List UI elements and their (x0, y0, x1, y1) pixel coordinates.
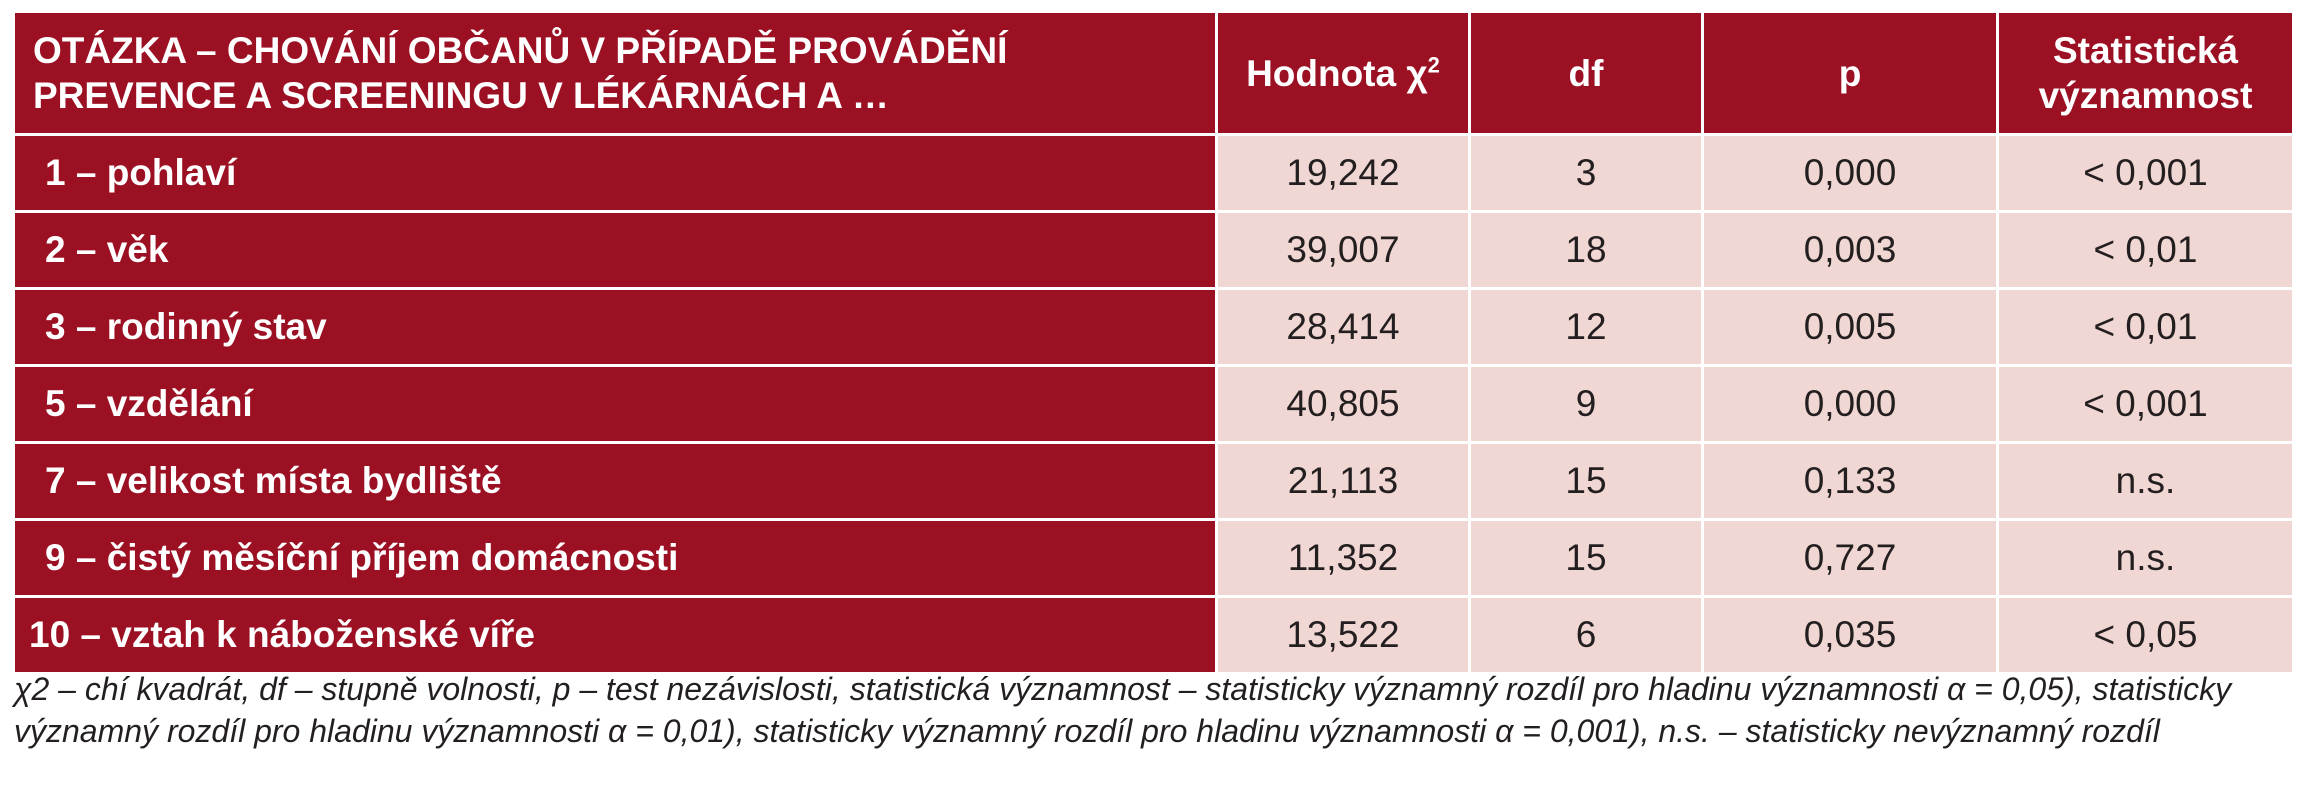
chi-square-column-header (1217, 12, 1470, 135)
row-label: 10 – vztah k náboženské víře (14, 597, 1217, 674)
table-row (14, 443, 2294, 520)
chi-square-value: 21,113 (1217, 443, 1470, 520)
table-row (14, 597, 2294, 674)
chi-square-results-table (12, 10, 2295, 675)
significance-value: n.s. (1998, 443, 2294, 520)
df-value: 3 (1470, 135, 1703, 212)
table-row (14, 289, 2294, 366)
significance-value: < 0,01 (1998, 289, 2294, 366)
df-value: 15 (1470, 443, 1703, 520)
p-value: 0,727 (1703, 520, 1998, 597)
row-label: 2 – věk (14, 212, 1217, 289)
row-label: 3 – rodinný stav (14, 289, 1217, 366)
p-header-text: p (1838, 52, 1862, 94)
question-header-text: OTÁZKA – CHOVÁNÍ OBČANŮ V PŘÍPADĚ PROVÁDĚNÍ PREVENCE A SCREENINGU V LÉKÁRNÁCH A … (33, 30, 1008, 116)
significance-value: < 0,001 (1998, 366, 2294, 443)
df-value: 12 (1470, 289, 1703, 366)
df-header-text: df (1568, 52, 1604, 94)
df-value: 9 (1470, 366, 1703, 443)
chi-square-superscript: 2 (1427, 52, 1440, 78)
chi-square-value: 39,007 (1217, 212, 1470, 289)
table-row (14, 366, 2294, 443)
chi-square-value: 19,242 (1217, 135, 1470, 212)
row-label: 1 – pohlaví (14, 135, 1217, 212)
table-row (14, 212, 2294, 289)
significance-value: < 0,01 (1998, 212, 2294, 289)
significance-value: < 0,001 (1998, 135, 2294, 212)
chi-square-value: 28,414 (1217, 289, 1470, 366)
p-value: 0,035 (1703, 597, 1998, 674)
table-row (14, 135, 2294, 212)
table-footnote: χ2 – chí kvadrát, df – stupně volnosti, p – test nezávislosti, statistická významnost – statisticky významný rozdíl pro hladinu významnosti α = 0,05), statisticky významný rozdíl pro hladinu významnosti α = 0,01), statisticky významný rozdíl pro hladinu významnosti α = 0,001), n.s. – statisticky nevýznamný rozdíl (14, 671, 2232, 749)
p-value: 0,000 (1703, 135, 1998, 212)
significance-column-header (1998, 12, 2294, 135)
results-table-container (12, 10, 2292, 675)
significance-value: < 0,05 (1998, 597, 2294, 674)
significance-header-line2: významnost (2038, 75, 2253, 116)
df-value: 6 (1470, 597, 1703, 674)
df-value: 18 (1470, 212, 1703, 289)
significance-header-line1: Statistická (2052, 30, 2239, 71)
row-label: 5 – vzdělání (14, 366, 1217, 443)
row-label: 9 – čistý měsíční příjem domácnosti (14, 520, 1217, 597)
p-value: 0,133 (1703, 443, 1998, 520)
chi-square-value: 40,805 (1217, 366, 1470, 443)
p-value: 0,000 (1703, 366, 1998, 443)
p-value: 0,005 (1703, 289, 1998, 366)
question-column-header (14, 12, 1217, 135)
table-row (14, 520, 2294, 597)
chi-square-value: 11,352 (1217, 520, 1470, 597)
df-column-header (1470, 12, 1703, 135)
df-value: 15 (1470, 520, 1703, 597)
row-label: 7 – velikost místa bydliště (14, 443, 1217, 520)
chi-square-value: 13,522 (1217, 597, 1470, 674)
table-header-row (14, 12, 2294, 135)
p-value: 0,003 (1703, 212, 1998, 289)
chi-square-header-text: Hodnota χ (1246, 52, 1428, 94)
significance-value: n.s. (1998, 520, 2294, 597)
p-column-header (1703, 12, 1998, 135)
